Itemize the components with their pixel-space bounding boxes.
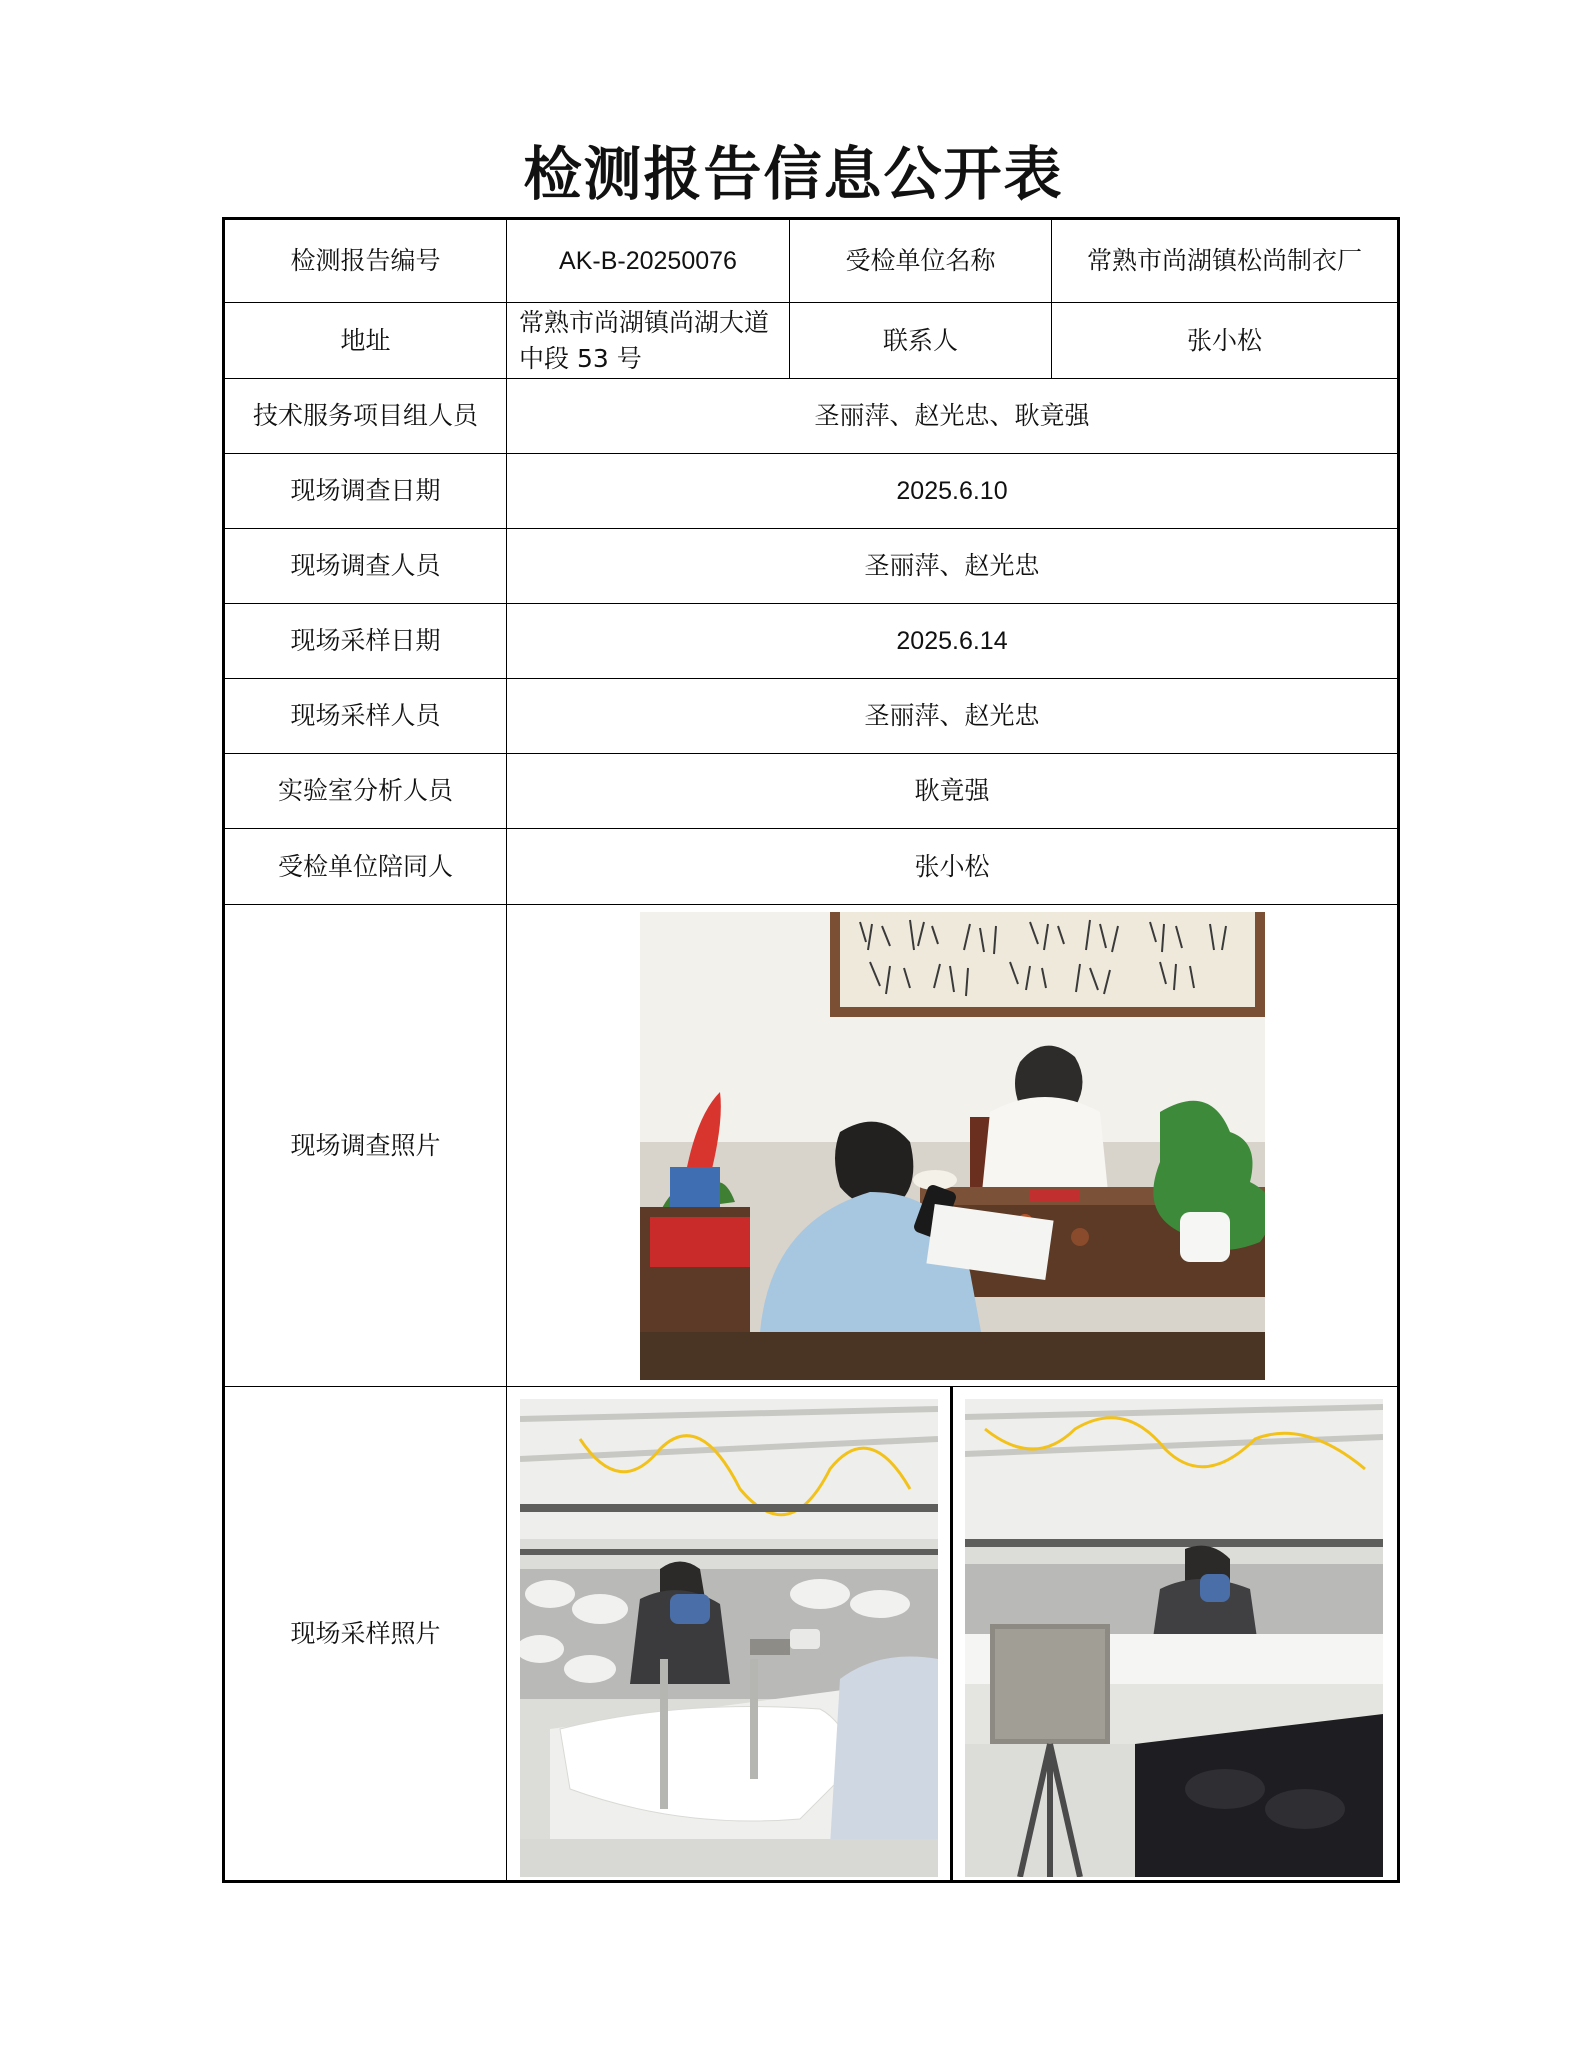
table-row bbox=[224, 219, 1399, 303]
table-row bbox=[224, 1387, 1399, 1882]
team-label: 技术服务项目组人员 bbox=[224, 379, 507, 454]
survey-photo bbox=[640, 912, 1265, 1380]
unit-name-label: 受检单位名称 bbox=[790, 219, 1052, 303]
info-table bbox=[222, 217, 1400, 1883]
contact-value: 张小松 bbox=[1052, 303, 1399, 379]
photo-divider bbox=[950, 1387, 953, 1880]
report-no-label: 检测报告编号 bbox=[224, 219, 507, 303]
survey-date-value: 2025.6.10 bbox=[507, 454, 1399, 529]
address-label: 地址 bbox=[224, 303, 507, 379]
sample-staff-label: 现场采样人员 bbox=[224, 679, 507, 754]
sample-photo-cell bbox=[507, 1387, 1399, 1882]
table-row bbox=[224, 604, 1399, 679]
survey-staff-value: 圣丽萍、赵光忠 bbox=[507, 529, 1399, 604]
table-row bbox=[224, 679, 1399, 754]
survey-photo-label: 现场调查照片 bbox=[224, 905, 507, 1387]
sampling-photo-left bbox=[520, 1399, 938, 1877]
team-value: 圣丽萍、赵光忠、耿竟强 bbox=[507, 379, 1399, 454]
lab-staff-value: 耿竟强 bbox=[507, 754, 1399, 829]
table-row bbox=[224, 754, 1399, 829]
table-row bbox=[224, 379, 1399, 454]
table-row bbox=[224, 829, 1399, 905]
table-row bbox=[224, 303, 1399, 379]
table-row bbox=[224, 454, 1399, 529]
sample-date-value: 2025.6.14 bbox=[507, 604, 1399, 679]
sample-date-label: 现场采样日期 bbox=[224, 604, 507, 679]
sample-staff-value: 圣丽萍、赵光忠 bbox=[507, 679, 1399, 754]
table-row bbox=[224, 529, 1399, 604]
address-value: 常熟市尚湖镇尚湖大道中段 53 号 bbox=[507, 303, 790, 379]
table-row bbox=[224, 905, 1399, 1387]
sample-photo-label: 现场采样照片 bbox=[224, 1387, 507, 1882]
survey-date-label: 现场调查日期 bbox=[224, 454, 507, 529]
lab-staff-label: 实验室分析人员 bbox=[224, 754, 507, 829]
page-title: 检测报告信息公开表 bbox=[523, 140, 1064, 208]
contact-label: 联系人 bbox=[790, 303, 1052, 379]
survey-staff-label: 现场调查人员 bbox=[224, 529, 507, 604]
escort-value: 张小松 bbox=[507, 829, 1399, 905]
sampling-photo-right bbox=[965, 1399, 1383, 1877]
unit-name-value: 常熟市尚湖镇松尚制衣厂 bbox=[1052, 219, 1399, 303]
escort-label: 受检单位陪同人 bbox=[224, 829, 507, 905]
report-no-value: AK-B-20250076 bbox=[507, 219, 790, 303]
survey-photo-cell bbox=[507, 905, 1399, 1387]
